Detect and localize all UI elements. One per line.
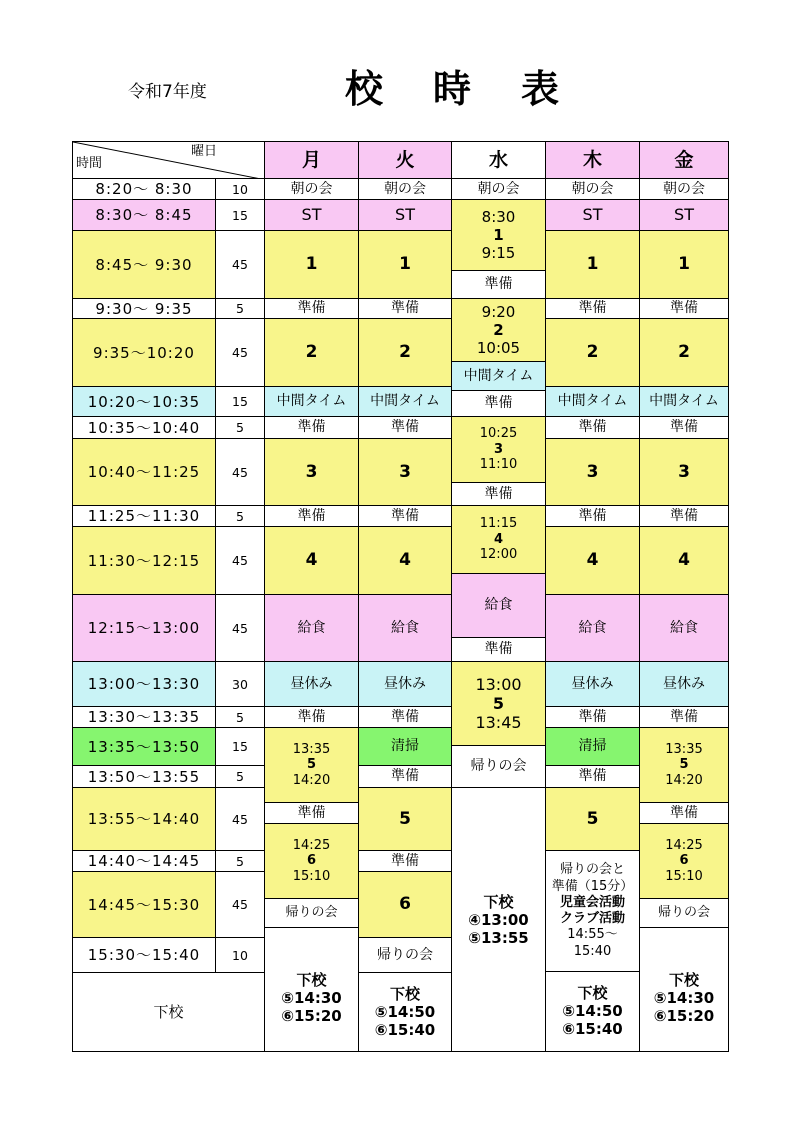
time-cell: 9:35〜10:20 [72, 318, 216, 387]
time-cell: 13:55〜14:40 [72, 787, 216, 851]
wed-p3-end: 11:10 [479, 457, 518, 473]
tue-closing: 帰りの会 [358, 937, 452, 973]
fri-period-5 [639, 727, 729, 803]
wed-nakama: 中間タイム [451, 361, 546, 391]
time-cell: 11:30〜12:15 [72, 526, 216, 595]
duration-cell: 45 [215, 230, 265, 299]
wed-p4-number: 4 [493, 531, 504, 547]
time-cell: 13:35〜13:50 [72, 727, 216, 766]
fri-prep: 準備 [639, 802, 729, 824]
wed-p1-end: 9:15 [481, 244, 516, 262]
mon-dismiss-6th: ⑥15:20 [281, 1007, 342, 1025]
school-year: 令和7年度 [128, 82, 207, 102]
duration-cell: 5 [215, 706, 265, 728]
wed-dismiss-4th: ④13:00 [468, 910, 529, 929]
tue-period-2: 2 [358, 318, 452, 387]
tue-period-4: 4 [358, 526, 452, 595]
mon-period-4: 4 [264, 526, 359, 595]
thu-assembly: 朝の会 [545, 178, 640, 200]
mon-closing: 帰りの会 [264, 898, 359, 928]
mon-prep: 準備 [264, 505, 359, 527]
thu-period-3: 3 [545, 438, 640, 506]
tue-period-3: 3 [358, 438, 452, 506]
fri-recess: 昼休み [639, 661, 729, 707]
wed-period-4 [451, 505, 546, 574]
wed-p4-start: 11:15 [479, 516, 518, 532]
wed-period-3 [451, 416, 546, 483]
fri-period-3: 3 [639, 438, 729, 506]
time-cell: 8:30〜 8:45 [72, 199, 216, 231]
tue-st: ST [358, 199, 452, 231]
wed-p2-end: 10:05 [476, 339, 521, 357]
thu-period-4: 4 [545, 526, 640, 595]
thu-dismiss-6th: ⑥15:40 [562, 1020, 623, 1038]
duration-cell: 45 [215, 438, 265, 506]
wed-dismiss-label: 下校 [483, 892, 514, 911]
tue-prep: 準備 [358, 298, 452, 319]
wed-p5-start: 13:00 [475, 674, 522, 694]
duration-cell: 15 [215, 727, 265, 766]
duration-cell: 30 [215, 661, 265, 707]
day-header-wed: 水 [451, 141, 546, 179]
day-header-thu: 木 [545, 141, 640, 179]
mon-period-3: 3 [264, 438, 359, 506]
wed-prep: 準備 [451, 482, 546, 506]
wed-p1-start: 8:30 [481, 208, 516, 226]
time-cell: 8:20〜 8:30 [72, 178, 216, 200]
tue-period-6: 6 [358, 871, 452, 938]
fri-prep: 準備 [639, 505, 729, 527]
thu-nakama: 中間タイム [545, 386, 640, 417]
wed-dismiss [451, 787, 546, 1052]
time-cell: 8:45〜 9:30 [72, 230, 216, 299]
fri-p5-number: 5 [679, 757, 689, 773]
thu-cleaning: 清掃 [545, 727, 640, 766]
mon-p5-start: 13:35 [292, 741, 331, 757]
thu-recess: 昼休み [545, 661, 640, 707]
corner-time-label: 時間 [76, 156, 103, 171]
fri-dismiss-label: 下校 [668, 971, 699, 989]
duration-cell: 15 [215, 386, 265, 417]
fri-p6-start: 14:25 [665, 837, 703, 853]
corner-header [72, 141, 265, 179]
thu-dismiss-5th: ⑤14:50 [562, 1002, 623, 1020]
fri-nakama: 中間タイム [639, 386, 729, 417]
mon-p6-start: 14:25 [292, 837, 331, 853]
time-cell: 10:20〜10:35 [72, 386, 216, 417]
thu-dismiss [545, 971, 640, 1052]
fri-prep: 準備 [639, 706, 729, 728]
time-cell: 13:30〜13:35 [72, 706, 216, 728]
thu-prep: 準備 [545, 505, 640, 527]
duration-cell: 45 [215, 318, 265, 387]
mon-period-2: 2 [264, 318, 359, 387]
duration-cell: 5 [215, 505, 265, 527]
thu-special-line: クラブ活動 [559, 911, 625, 926]
day-header-fri: 金 [639, 141, 729, 179]
fri-dismiss [639, 927, 729, 1052]
duration-cell: 45 [215, 787, 265, 851]
wed-closing: 帰りの会 [451, 745, 546, 788]
mon-p5-number: 5 [306, 757, 317, 773]
wed-period-2 [451, 298, 546, 362]
mon-prep: 準備 [264, 416, 359, 439]
fri-prep: 準備 [639, 298, 729, 319]
mon-period-6 [264, 823, 359, 899]
wed-p3-number: 3 [493, 441, 504, 457]
thu-club-activities [545, 850, 640, 972]
duration-cell: 45 [215, 526, 265, 595]
fri-lunch: 給食 [639, 594, 729, 662]
mon-period-1: 1 [264, 230, 359, 299]
fri-p6-end: 15:10 [665, 868, 703, 884]
fri-assembly: 朝の会 [639, 178, 729, 200]
wed-assembly: 朝の会 [451, 178, 546, 200]
time-cell: 13:50〜13:55 [72, 765, 216, 788]
day-header-tue: 火 [358, 141, 452, 179]
duration-cell: 10 [215, 937, 265, 973]
wed-p2-start: 9:20 [481, 303, 516, 321]
thu-prep: 準備 [545, 298, 640, 319]
time-cell: 15:30〜15:40 [72, 937, 216, 973]
mon-p5-end: 14:20 [292, 772, 331, 788]
tue-period-1: 1 [358, 230, 452, 299]
time-cell: 10:35〜10:40 [72, 416, 216, 439]
wed-prep: 準備 [451, 390, 546, 417]
time-cell: 12:15〜13:00 [72, 594, 216, 662]
mon-assembly: 朝の会 [264, 178, 359, 200]
fri-p6-number: 6 [679, 853, 689, 869]
time-cell: 11:25〜11:30 [72, 505, 216, 527]
duration-cell: 5 [215, 298, 265, 319]
wed-p3-start: 10:25 [479, 426, 518, 442]
mon-dismiss [264, 927, 359, 1052]
fri-period-6 [639, 823, 729, 899]
tue-prep: 準備 [358, 505, 452, 527]
wed-p5-end: 13:45 [475, 713, 522, 733]
mon-dismiss-5th: ⑤14:30 [281, 989, 342, 1007]
wed-prep: 準備 [451, 637, 546, 662]
tue-dismiss-label: 下校 [389, 985, 420, 1003]
fri-p5-start: 13:35 [665, 741, 703, 757]
thu-prep: 準備 [545, 416, 640, 439]
page-title: 校時表 [345, 67, 610, 111]
fri-period-4: 4 [639, 526, 729, 595]
wed-p5-number: 5 [492, 693, 505, 713]
tue-assembly: 朝の会 [358, 178, 452, 200]
thu-dismiss-label: 下校 [577, 984, 608, 1002]
wed-p4-end: 12:00 [479, 547, 518, 563]
tue-prep: 準備 [358, 416, 452, 439]
tue-prep: 準備 [358, 850, 452, 872]
thu-period-5: 5 [545, 787, 640, 851]
mon-dismiss-label: 下校 [296, 971, 327, 989]
wed-p1-number: 1 [493, 226, 504, 244]
mon-period-5 [264, 727, 359, 803]
thu-special-line: 14:55〜 [567, 927, 618, 943]
mon-p6-end: 15:10 [292, 868, 331, 884]
fri-dismiss-6th: ⑥15:20 [653, 1007, 715, 1025]
day-header-mon: 月 [264, 141, 359, 179]
duration-cell: 45 [215, 871, 265, 938]
duration-cell: 45 [215, 594, 265, 662]
thu-special-line: 準備（15分） [551, 878, 634, 894]
mon-prep: 準備 [264, 298, 359, 319]
tue-nakama: 中間タイム [358, 386, 452, 417]
tue-dismiss-5th: ⑤14:50 [374, 1003, 436, 1021]
tue-recess: 昼休み [358, 661, 452, 707]
thu-period-1: 1 [545, 230, 640, 299]
mon-nakama: 中間タイム [264, 386, 359, 417]
fri-st: ST [639, 199, 729, 231]
duration-cell: 15 [215, 199, 265, 231]
duration-cell: 5 [215, 850, 265, 872]
thu-special-line: 帰りの会と [559, 862, 625, 878]
tue-cleaning: 清掃 [358, 727, 452, 766]
tue-period-5: 5 [358, 787, 452, 851]
thu-special-line: 児童会活動 [559, 894, 625, 910]
wed-p2-number: 2 [493, 321, 504, 339]
tue-dismiss [358, 972, 452, 1052]
tue-prep: 準備 [358, 706, 452, 728]
time-cell: 10:40〜11:25 [72, 438, 216, 506]
fri-closing: 帰りの会 [639, 898, 729, 928]
tue-prep: 準備 [358, 765, 452, 788]
dismissal-label: 下校 [72, 972, 265, 1052]
thu-prep: 準備 [545, 765, 640, 788]
wed-dismiss-5th: ⑤13:55 [468, 928, 529, 947]
duration-cell: 5 [215, 765, 265, 788]
time-cell: 13:00〜13:30 [72, 661, 216, 707]
thu-special-line: 15:40 [573, 943, 612, 959]
mon-p6-number: 6 [306, 853, 317, 869]
thu-st: ST [545, 199, 640, 231]
thu-period-2: 2 [545, 318, 640, 387]
fri-period-2: 2 [639, 318, 729, 387]
time-cell: 14:45〜15:30 [72, 871, 216, 938]
fri-period-1: 1 [639, 230, 729, 299]
time-cell: 9:30〜 9:35 [72, 298, 216, 319]
mon-prep: 準備 [264, 706, 359, 728]
tue-dismiss-6th: ⑥15:40 [374, 1021, 436, 1039]
fri-dismiss-5th: ⑤14:30 [653, 989, 715, 1007]
tue-lunch: 給食 [358, 594, 452, 662]
thu-lunch: 給食 [545, 594, 640, 662]
mon-recess: 昼休み [264, 661, 359, 707]
time-cell: 14:40〜14:45 [72, 850, 216, 872]
fri-p5-end: 14:20 [665, 772, 703, 788]
wed-prep: 準備 [451, 270, 546, 299]
mon-prep: 準備 [264, 802, 359, 824]
wed-period-5 [451, 661, 546, 746]
mon-st: ST [264, 199, 359, 231]
thu-prep: 準備 [545, 706, 640, 728]
wed-period-1 [451, 199, 546, 271]
duration-cell: 5 [215, 416, 265, 439]
fri-prep: 準備 [639, 416, 729, 439]
corner-day-label: 曜日 [191, 144, 218, 159]
wed-lunch: 給食 [451, 573, 546, 638]
mon-lunch: 給食 [264, 594, 359, 662]
duration-cell: 10 [215, 178, 265, 200]
